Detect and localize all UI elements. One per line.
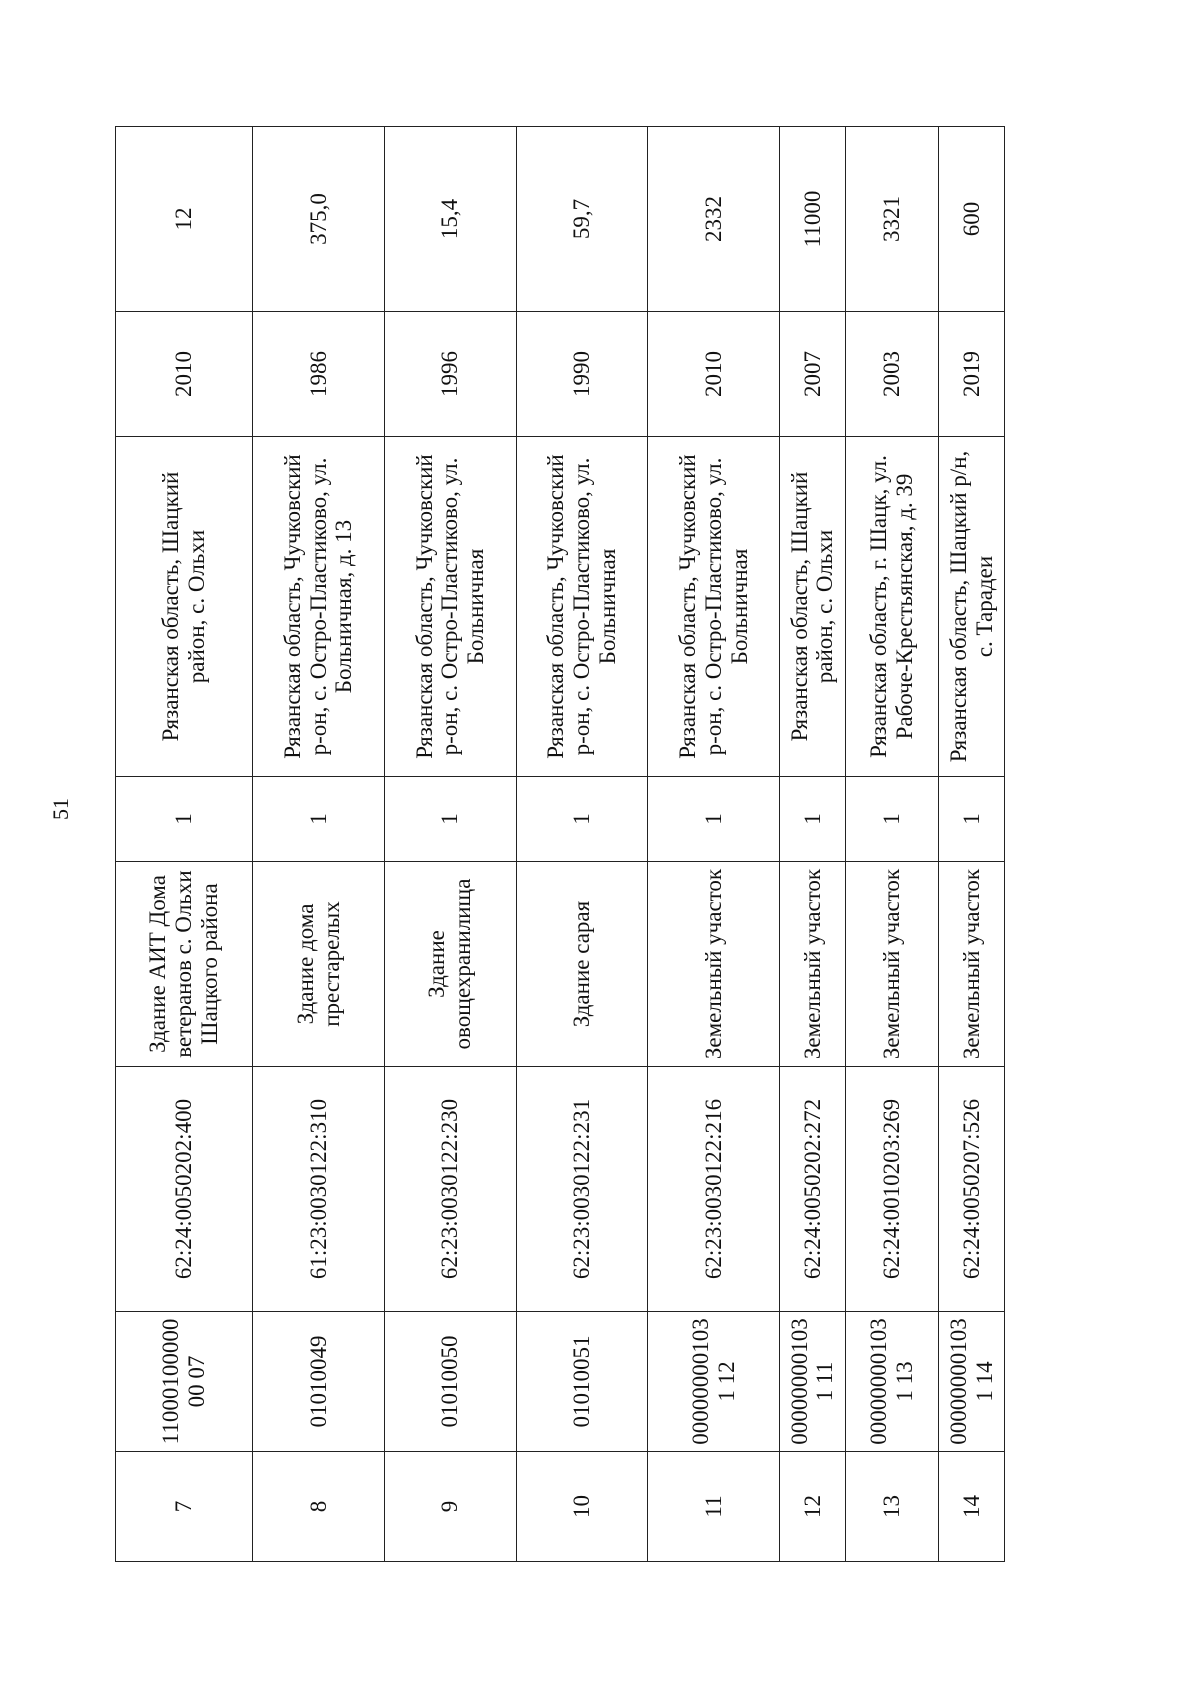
quantity: 1 bbox=[939, 777, 1005, 862]
object-name: Земельный участок bbox=[939, 862, 1005, 1067]
object-name: Земельный участок bbox=[648, 862, 780, 1067]
year: 2019 bbox=[939, 312, 1005, 437]
cadastral-number: 62:24:0010203:269 bbox=[845, 1067, 938, 1312]
cadastral-number: 62:23:0030122:230 bbox=[384, 1067, 516, 1312]
object-name: Здание сарая bbox=[516, 862, 648, 1067]
area: 2332 bbox=[648, 127, 780, 312]
cadastral-number: 62:24:0050202:400 bbox=[116, 1067, 253, 1312]
quantity: 1 bbox=[845, 777, 938, 862]
row-number: 13 bbox=[845, 1452, 938, 1562]
quantity: 1 bbox=[516, 777, 648, 862]
year: 2003 bbox=[845, 312, 938, 437]
row-number: 7 bbox=[116, 1452, 253, 1562]
object-address: Рязанская область, Чучковский р-он, с. Остро-Пластиково, ул. Больничная, д. 13 bbox=[253, 437, 385, 777]
year: 2007 bbox=[780, 312, 846, 437]
quantity: 1 bbox=[780, 777, 846, 862]
table-row bbox=[116, 127, 253, 1562]
area: 3321 bbox=[845, 127, 938, 312]
object-address: Рязанская область, Шацкий район, с. Ольхи bbox=[780, 437, 846, 777]
object-name: Здание дома престарелых bbox=[253, 862, 385, 1067]
inventory-number: 1100010000000 07 bbox=[116, 1312, 253, 1452]
table-row bbox=[939, 127, 1005, 1562]
object-address: Рязанская область, Чучковский р-он, с. Остро-Пластиково, ул. Больничная bbox=[516, 437, 648, 777]
object-address: Рязанская область, Чучковский р-он, с. Остро-Пластиково, ул. Больничная bbox=[384, 437, 516, 777]
cadastral-number: 62:24:0050207:526 bbox=[939, 1067, 1005, 1312]
inventory-number: 000000001031 14 bbox=[939, 1312, 1005, 1452]
year: 1996 bbox=[384, 312, 516, 437]
quantity: 1 bbox=[648, 777, 780, 862]
object-name: Земельный участок bbox=[780, 862, 846, 1067]
property-table bbox=[115, 127, 1005, 1562]
quantity: 1 bbox=[384, 777, 516, 862]
table-row bbox=[384, 127, 516, 1562]
area: 12 bbox=[116, 127, 253, 312]
year: 1990 bbox=[516, 312, 648, 437]
row-number: 10 bbox=[516, 1452, 648, 1562]
row-number: 11 bbox=[648, 1452, 780, 1562]
cadastral-number: 62:23:0030122:231 bbox=[516, 1067, 648, 1312]
table-row bbox=[780, 127, 846, 1562]
page-number: 51 bbox=[48, 798, 73, 820]
quantity: 1 bbox=[253, 777, 385, 862]
object-name: Здание овощехранилища bbox=[384, 862, 516, 1067]
inventory-number: 01010051 bbox=[516, 1312, 648, 1452]
area: 375,0 bbox=[253, 127, 385, 312]
area: 15,4 bbox=[384, 127, 516, 312]
inventory-number: 000000001031 11 bbox=[780, 1312, 846, 1452]
area: 600 bbox=[939, 127, 1005, 312]
object-address: Рязанская область, Шацкий район, с. Ольхи bbox=[116, 437, 253, 777]
inventory-number: 01010049 bbox=[253, 1312, 385, 1452]
table-row bbox=[516, 127, 648, 1562]
area: 59,7 bbox=[516, 127, 648, 312]
inventory-number: 000000001031 12 bbox=[648, 1312, 780, 1452]
table-row bbox=[845, 127, 938, 1562]
object-address: Рязанская область, Чучковский р-он, с. Остро-Пластиково, ул. Больничная bbox=[648, 437, 780, 777]
year: 2010 bbox=[648, 312, 780, 437]
row-number: 9 bbox=[384, 1452, 516, 1562]
cadastral-number: 62:24:0050202:272 bbox=[780, 1067, 846, 1312]
table-row bbox=[648, 127, 780, 1562]
row-number: 12 bbox=[780, 1452, 846, 1562]
row-number: 14 bbox=[939, 1452, 1005, 1562]
table-row bbox=[253, 127, 385, 1562]
cadastral-number: 61:23:0030122:310 bbox=[253, 1067, 385, 1312]
area: 11000 bbox=[780, 127, 846, 312]
object-name: Здание АИТ Дома ветеранов с. Ольхи Шацкого района bbox=[116, 862, 253, 1067]
year: 1986 bbox=[253, 312, 385, 437]
quantity: 1 bbox=[116, 777, 253, 862]
cadastral-number: 62:23:0030122:216 bbox=[648, 1067, 780, 1312]
object-name: Земельный участок bbox=[845, 862, 938, 1067]
object-address: Рязанская область, г. Шацк, ул. Рабоче-Крестьянская, д. 39 bbox=[845, 437, 938, 777]
object-address: Рязанская область, Шацкий р/н, с. Тарадеи bbox=[939, 437, 1005, 777]
inventory-number: 000000001031 13 bbox=[845, 1312, 938, 1452]
inventory-number: 01010050 bbox=[384, 1312, 516, 1452]
row-number: 8 bbox=[253, 1452, 385, 1562]
year: 2010 bbox=[116, 312, 253, 437]
